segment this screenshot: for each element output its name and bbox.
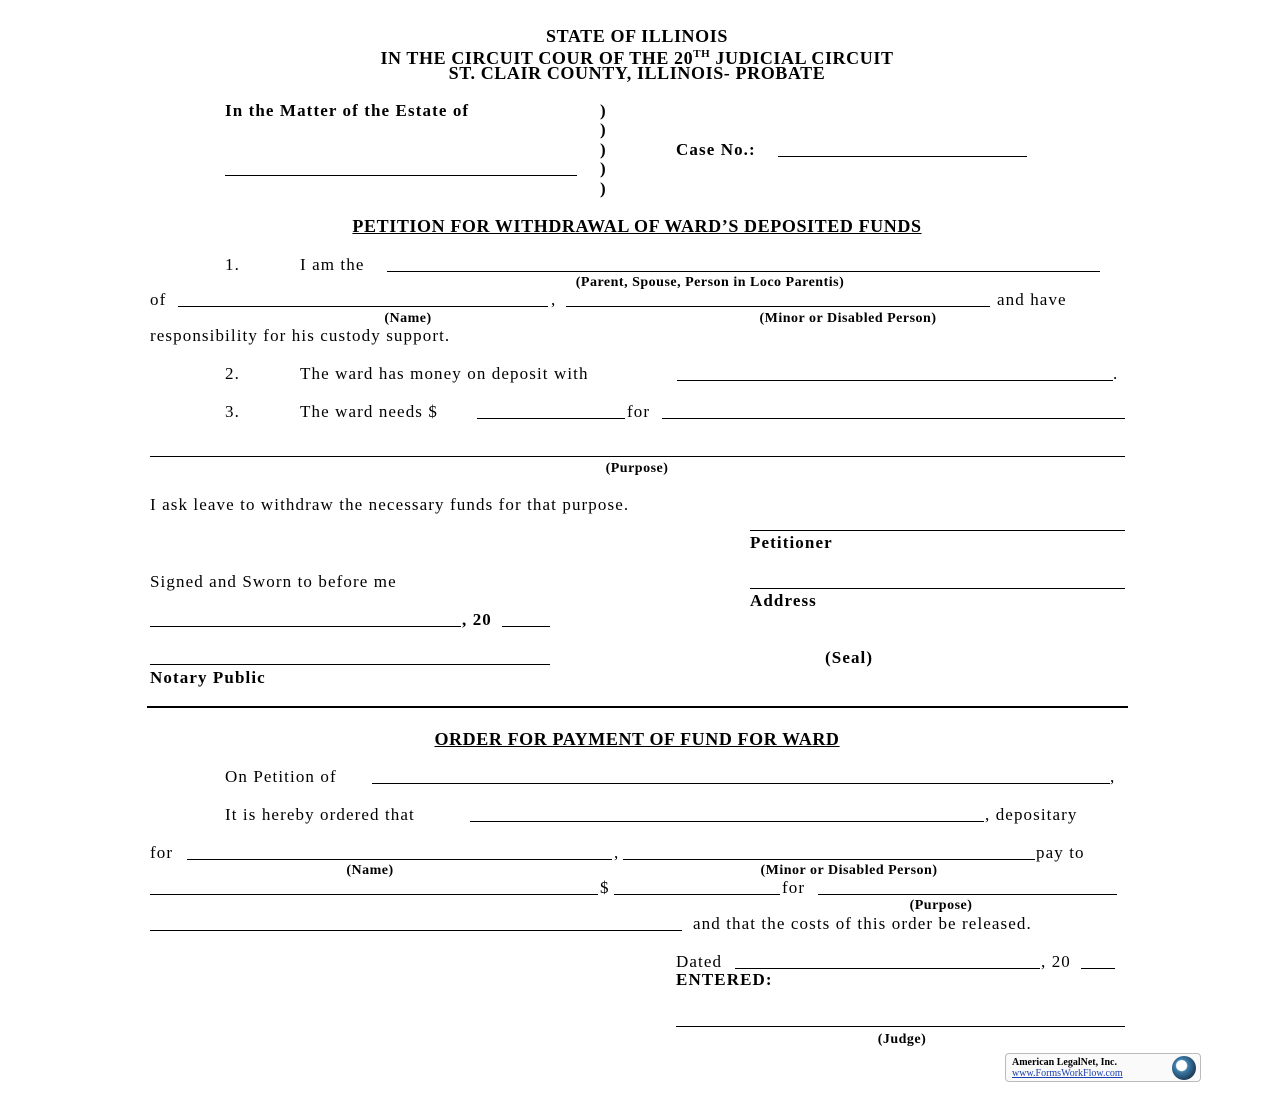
order-depositary-field[interactable]	[470, 821, 984, 822]
header-court-sup: TH	[693, 48, 711, 60]
for-label: for	[627, 402, 651, 421]
caption-paren: )	[600, 101, 607, 120]
case-no-field[interactable]	[778, 156, 1027, 157]
order-name-hint: (Name)	[346, 863, 394, 878]
dated-field[interactable]	[735, 968, 1040, 969]
american-legalnet-logo[interactable]	[1005, 1053, 1201, 1082]
period: .	[1113, 364, 1119, 383]
comma: ,	[551, 290, 557, 309]
estate-label: In the Matter of the Estate of	[225, 101, 470, 120]
entered-label: ENTERED:	[676, 970, 773, 989]
order-for-purpose-label: for	[782, 878, 806, 897]
header-court-post: JUDICIAL CIRCUIT	[710, 48, 894, 68]
payee-field[interactable]	[150, 894, 598, 895]
item2-text: The ward has money on deposit with	[300, 364, 589, 383]
depository-field[interactable]	[677, 380, 1113, 381]
on-petition-text: On Petition of	[225, 767, 337, 786]
order-year-prefix: , 20	[1041, 952, 1071, 971]
item3-text: The ward needs $	[300, 402, 438, 421]
globe-icon	[1172, 1056, 1196, 1080]
notary-label: Notary Public	[150, 668, 266, 687]
name-hint: (Name)	[384, 311, 432, 326]
comma: ,	[1110, 767, 1116, 786]
order-purpose-field[interactable]	[818, 894, 1117, 895]
relation-field[interactable]	[387, 271, 1100, 272]
costs-text: and that the costs of this order be released.	[693, 914, 1032, 933]
and-have-text: and have	[997, 290, 1067, 309]
caption-paren: )	[600, 140, 607, 159]
petitioner-signature-field[interactable]	[750, 530, 1125, 531]
order-purpose-hint: (Purpose)	[909, 898, 973, 913]
ordered-text: It is hereby ordered that	[225, 805, 415, 824]
purpose-hint: (Purpose)	[605, 461, 669, 476]
order-year-field[interactable]	[1081, 968, 1115, 969]
order-for-label: for	[150, 843, 174, 862]
purpose-field-line2[interactable]	[150, 456, 1125, 457]
address-label: Address	[750, 591, 817, 610]
dollar-sign: $	[600, 878, 610, 897]
judge-signature-field[interactable]	[676, 1026, 1125, 1027]
case-no-label: Case No.:	[676, 140, 756, 159]
order-name-field[interactable]	[187, 859, 612, 860]
pay-to-text: pay to	[1036, 843, 1085, 862]
notary-signature-field[interactable]	[150, 664, 550, 665]
amount-field[interactable]	[477, 418, 625, 419]
order-ward-field[interactable]	[623, 859, 1035, 860]
dated-label: Dated	[676, 952, 723, 971]
order-minor-hint: (Minor or Disabled Person)	[760, 863, 938, 878]
address-field[interactable]	[750, 588, 1125, 589]
order-purpose-field-line2[interactable]	[150, 930, 682, 931]
sworn-year-field[interactable]	[502, 626, 550, 627]
order-title: ORDER FOR PAYMENT OF FUND FOR WARD	[434, 729, 840, 749]
petitioner-name-field[interactable]	[178, 306, 548, 307]
section-divider	[147, 706, 1128, 708]
signed-sworn-text: Signed and Sworn to before me	[150, 572, 397, 591]
depositary-text: , depositary	[985, 805, 1078, 824]
caption-paren: )	[600, 120, 607, 139]
responsibility-text: responsibility for his custody support.	[150, 326, 451, 345]
item1-number: 1.	[225, 255, 240, 274]
year-prefix: , 20	[462, 610, 492, 629]
minor-hint: (Minor or Disabled Person)	[759, 311, 937, 326]
item3-number: 3.	[225, 402, 240, 421]
header-county: ST. CLAIR COUNTY, ILLINOIS- PROBATE	[448, 63, 826, 83]
sworn-date-field[interactable]	[150, 626, 461, 627]
ask-leave-text: I ask leave to withdraw the necessary funds for that purpose.	[150, 495, 630, 514]
of-label: of	[150, 290, 167, 309]
ward-name-field[interactable]	[566, 306, 990, 307]
caption-paren: )	[600, 159, 607, 178]
order-petitioner-field[interactable]	[372, 783, 1110, 784]
seal-label: (Seal)	[825, 648, 874, 667]
petitioner-label: Petitioner	[750, 533, 833, 552]
relation-hint: (Parent, Spouse, Person in Loco Parentis)	[575, 275, 845, 290]
judge-hint: (Judge)	[877, 1032, 927, 1047]
purpose-field[interactable]	[662, 418, 1125, 419]
comma: ,	[614, 843, 620, 862]
item1-text: I am the	[300, 255, 365, 274]
logo-url-link[interactable]: www.FormsWorkFlow.com	[1012, 1068, 1123, 1079]
item2-number: 2.	[225, 364, 240, 383]
header-state: STATE OF ILLINOIS	[546, 26, 728, 46]
estate-name-field[interactable]	[225, 175, 577, 176]
petition-title: PETITION FOR WITHDRAWAL OF WARD’S DEPOSITED FUNDS	[352, 216, 922, 236]
caption-paren: )	[600, 179, 607, 198]
order-amount-field[interactable]	[614, 894, 780, 895]
logo-company: American LegalNet, Inc.	[1012, 1057, 1117, 1068]
header-court-pre: IN THE CIRCUIT COUR OF THE 20	[380, 48, 694, 68]
